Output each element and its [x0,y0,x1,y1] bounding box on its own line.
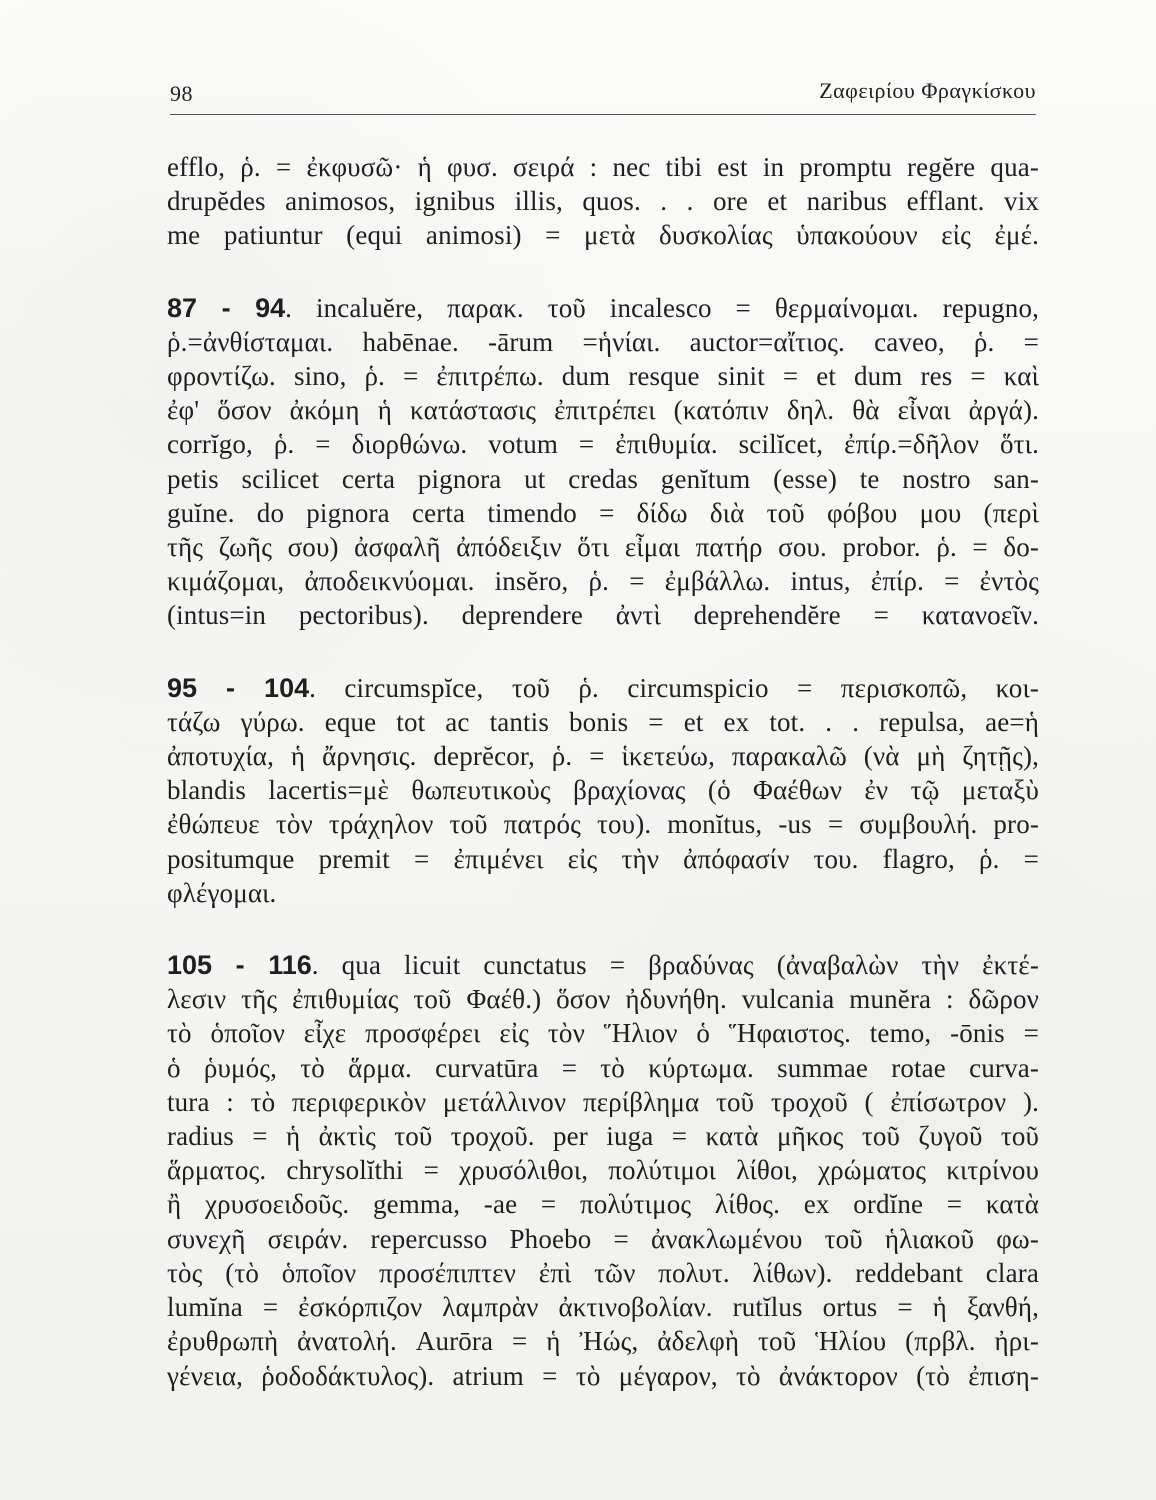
paragraph-87-94 [167,291,1039,633]
text-line: ἐθώπευε τὸν τράχηλον τοῦ πατρός του). monĭtus, -us = συμβουλή. pro- [167,809,1039,840]
text-line: 87 - 94. incaluĕre, παρακ. τοῦ incalesco = θερμαίνομαι. repugno, [167,292,1039,323]
text-line: φροντίζω. sino, ῥ. = ἐπιτρέπω. dum resque sinit = et dum res = καὶ [167,361,1039,392]
text-line: tura : τὸ περιφερικὸν μετάλλινον περίβλημα τοῦ τροχοῦ ( ἐπίσωτρον ). [167,1086,1039,1117]
text-line: τὸ ὁποῖον εἶχε προσφέρει εἰς τὸν Ἥλιον ὁ Ἥφαιστος. temo, -ōnis = [167,1018,1039,1049]
text-line: λεσιν τῆς ἐπιθυμίας τοῦ Φαέθ.) ὅσον ἠδυνήθη. vulcania munĕra : δῶρον [167,984,1039,1015]
text-line: τῆς ζωῆς σου) ἀσφαλῆ ἀπόδειξιν ὅτι εἶμαι πατήρ σου. probor. ῥ. = δο- [167,532,1039,563]
text-line: ἅρματος. chrysolĭthi = χρυσόλιθοι, πολύτιμοι λίθοι, χρώματος κιτρίνου [167,1155,1039,1186]
text-line: drupĕdes animosos, ignibus illis, quos. . . ore et naribus efflant. vix [167,186,1039,217]
text-line: ἀποτυχία, ἡ ἄρνησις. deprĕcor, ῥ. = ἱκετεύω, παρακαλῶ (νὰ μὴ ζητῇς), [167,741,1039,772]
page-body [167,150,1039,1393]
line-reference: 105 - 116 [167,950,312,981]
text-line: blandis lacertis=μὲ θωπευτικοὺς βραχίονας (ὁ Φαέθων ἐν τῷ μεταξὺ [167,775,1039,806]
text-line: φλέγομαι. [167,877,277,908]
text-line: positumque premit = ἐπιμένει εἰς τὴν ἀπόφασίν του. flagro, ῥ. = [167,843,1039,874]
line-reference: 87 - 94 [167,292,286,323]
text-line: τάζω γύρω. eque tot ac tantis bonis = et ex tot. . . repulsa, ae=ἡ [167,706,1039,737]
page-number: 98 [170,81,193,106]
text-line: (intus=in pectoribus). deprendere ἀντὶ deprehendĕre = κατανοεῖν. [167,600,1039,631]
text-line: ἐρυθρωπὴ ἀνατολή. Aurōra = ἡ Ἠώς, ἀδελφὴ τοῦ Ἡλίου (πρβλ. ἠρι- [167,1326,1039,1357]
line-reference: 95 - 104 [167,672,310,703]
paragraph-efflo [167,150,1039,253]
text-line: ἐφ' ὅσον ἀκόμη ἡ κατάστασις ἐπιτρέπει (κατόπιν δηλ. θὰ εἶναι ἀργά). [167,395,1039,426]
paragraph-105-116 [167,948,1039,1393]
header-rule [170,114,1036,115]
text-line: 105 - 116. qua licuit cunctatus = βραδύνας (ἀναβαλὼν τὴν ἐκτέ- [167,950,1039,981]
paragraph-gap [167,633,1039,671]
text-line: corrĭgo, ῥ. = διορθώνω. votum = ἐπιθυμία. scilĭcet, ἐπίρ.=δῆλον ὅτι. [167,429,1039,460]
text-line: γένεια, ῥοδοδάκτυλος). atrium = τὸ μέγαρον, τὸ ἀνάκτορον (τὸ ἐπιση- [167,1360,1039,1391]
paragraph-gap [167,253,1039,291]
text-line: guĭne. do pignora certa timendo = δίδω διὰ τοῦ φόβου μου (περὶ [167,497,1039,528]
paragraph-gap [167,910,1039,948]
paragraph-95-104 [167,671,1039,910]
text-line: lumĭna = ἐσκόρπιζον λαμπρὰν ἀκτινοβολίαν. rutĭlus ortus = ἡ ξανθή, [167,1292,1039,1323]
text-line: ἢ χρυσοειδοῦς. gemma, -ae = πολύτιμος λίθος. ex ordĭne = κατὰ [167,1189,1039,1220]
text-line: συνεχῆ σειράν. repercusso Phoebo = ἀνακλωμένου τοῦ ἡλιακοῦ φω- [167,1223,1039,1254]
text-line: efflo, ῥ. = ἐκφυσῶ· ἡ φυσ. σειρά : nec tibi est in promptu regĕre qua- [167,152,1039,182]
text-line: radius = ἡ ἀκτὶς τοῦ τροχοῦ. per iuga = κατὰ μῆκος τοῦ ζυγοῦ τοῦ [167,1121,1039,1152]
text-line: κιμάζομαι, ἀποδεικνύομαι. insĕro, ῥ. = ἐμβάλλω. intus, ἐπίρ. = ἐντὸς [167,566,1039,597]
text-line: 95 - 104. circumspĭce, τοῦ ῥ. circumspicio = περισκοπῶ, κοι- [167,672,1040,703]
text-line: τὸς (τὸ ὁποῖον προσέπιπτεν ἐπὶ τῶν πολυτ. λίθων). reddebant clara [167,1257,1039,1288]
text-line: me patiuntur (equi animosi) = μετὰ δυσκολίας ὑπακούουν εἰς ἐμέ. [167,220,1039,251]
text-line: ῥ.=ἀνθίσταμαι. habēnae. -ārum =ἡνίαι. auctor=αἴτιος. caveo, ῥ. = [167,326,1039,357]
running-head: Ζαφειρίου Φραγκίσκου [819,78,1036,103]
text-line: ὁ ῥυμός, τὸ ἅρμα. curvatūra = τὸ κύρτωμα. summae rotae curva- [167,1052,1039,1083]
page-header [170,74,1036,112]
text-line: petis scilicet certa pignora ut credas genĭtum (esse) te nostro san- [167,463,1039,494]
